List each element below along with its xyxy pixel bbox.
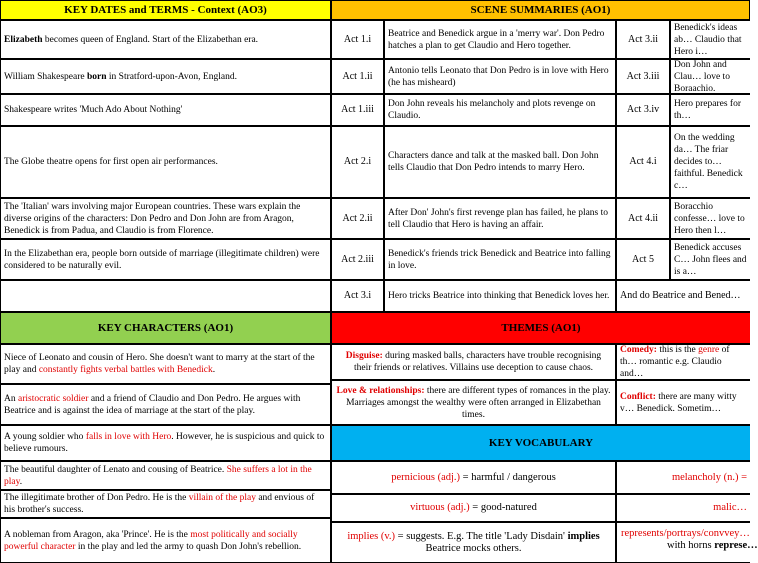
- scene-question: And do Beatrice and Bened…: [616, 280, 750, 312]
- scene-summary: Benedick's ideas ab… Claudio that Hero i…: [670, 20, 750, 59]
- scene-summary: Boracchio confesse… love to Hero then l…: [670, 198, 750, 239]
- scene-act-label: Act 4.i: [616, 126, 670, 198]
- scene-act-label: Act 2.i: [331, 126, 384, 198]
- theme-disguise: Disguise: during masked balls, characters have trouble recognising their friends or relatives. Villains use deception to cause chaos.: [331, 344, 616, 380]
- scene-summary: Characters dance and talk at the masked ball. Don John tells Claudio that Don Pedro intends to marry Hero.: [384, 126, 616, 198]
- scene-act-label: Act 1.ii: [331, 59, 384, 94]
- date-row-7: [0, 280, 331, 312]
- scene-summary: Benedick's friends trick Benedick and Beatrice into falling in love.: [384, 239, 616, 280]
- date-row-2: William Shakespeare born in Stratford-upon-Avon, England.: [0, 59, 331, 94]
- scene-summary: Don John and Clau… love to Boraachio.: [670, 59, 750, 94]
- theme-love-relationships: Love & relationships: there are different types of romances in the play. Marriages amongst the wealthy were often arranged in Elizabethan times.: [331, 380, 616, 425]
- vocab-melancholy: melancholy (n.) =: [616, 461, 750, 494]
- scene-act-label: Act 4.ii: [616, 198, 670, 239]
- scene-summary: Benedick accuses C… John flees and is a…: [670, 239, 750, 280]
- scene-act-label: Act 3.iii: [616, 59, 670, 94]
- scene-act-label: Act 3.iv: [616, 94, 670, 126]
- themes-header: THEMES (AO1): [331, 312, 750, 344]
- scene-act-label: Act 2.ii: [331, 198, 384, 239]
- scene-summaries-header: SCENE SUMMARIES (AO1): [331, 0, 750, 20]
- character-description: A young soldier who falls in love with Hero. However, he is suspicious and quick to believe rumours.: [0, 425, 331, 461]
- scene-summary: On the wedding da… The friar decides to… faithful. Benedick c…: [670, 126, 750, 198]
- key-vocabulary-header: KEY VOCABULARY: [331, 425, 750, 461]
- theme-conflict: Conflict: there are many witty v… Benedick. Sometim…: [616, 380, 750, 425]
- date-row-5: The 'Italian' wars involving major European countries. These wars explain the diverse origins of the characters: Don Pedro and Don John are from Aragon, Benedick is from Padua, and Claudio is from Florence.: [0, 198, 331, 239]
- character-description: An aristocratic soldier and a friend of Claudio and Don Pedro. He argues with Beatrice and is against the idea of marriage at the start of the play.: [0, 384, 331, 425]
- scene-summary: Beatrice and Benedick argue in a 'merry war'. Don Pedro hatches a plan to get Claudio and Hero together.: [384, 20, 616, 59]
- scene-summary: After Don' John's first revenge plan has failed, he plans to tell Claudio that Hero is having an affair.: [384, 198, 616, 239]
- key-characters-header: KEY CHARACTERS (AO1): [0, 312, 331, 344]
- vocab-malicious: malic…: [616, 494, 750, 522]
- scene-summary: Antonio tells Leonato that Don Pedro is in love with Hero (he has misheard): [384, 59, 616, 94]
- date-row-6: In the Elizabethan era, people born outside of marriage (illegitimate children) were considered to be naturally evil.: [0, 239, 331, 280]
- character-description: The illegitimate brother of Don Pedro. He is the villain of the play and envious of his brother's success.: [0, 490, 331, 518]
- vocab-represents: represents/portrays/convvey… with horns represe…: [616, 522, 750, 563]
- scene-act-label: Act 3.ii: [616, 20, 670, 59]
- scene-act-label: Act 2.iii: [331, 239, 384, 280]
- scene-act-label: Act 3.i: [331, 280, 384, 312]
- vocab-virtuous: virtuous (adj.) = good-natured: [331, 494, 616, 522]
- date-row-1: Elizabeth becomes queen of England. Start of the Elizabethan era.: [0, 20, 331, 59]
- character-description: A nobleman from Aragon, aka 'Prince'. He is the most politically and socially powerful character in the play and led the army to quash Don John's rebellion.: [0, 518, 331, 563]
- scene-summary: Don John reveals his melancholy and plots revenge on Claudio.: [384, 94, 616, 126]
- character-description: Niece of Leonato and cousin of Hero. She doesn't want to marry at the start of the play and constantly fights verbal battles with Benedick.: [0, 344, 331, 384]
- scene-act-label: Act 1.iii: [331, 94, 384, 126]
- character-description: The beautiful daughter of Lenato and cousing of Beatrice. She suffers a lot in the play.: [0, 461, 331, 490]
- date-row-3: Shakespeare writes 'Much Ado About Nothing': [0, 94, 331, 126]
- key-dates-header: KEY DATES and TERMS - Context (AO3): [0, 0, 331, 20]
- scene-summary: Hero prepares for th…: [670, 94, 750, 126]
- scene-act-label: Act 1.i: [331, 20, 384, 59]
- vocab-pernicious: pernicious (adj.) = harmful / dangerous: [331, 461, 616, 494]
- vocab-implies: implies (v.) = suggests. E.g. The title 'Lady Disdain' implies Beatrice mocks others.: [331, 522, 616, 563]
- scene-summary: Hero tricks Beatrice into thinking that Benedick loves her.: [384, 280, 616, 312]
- date-row-4: The Globe theatre opens for first open air performances.: [0, 126, 331, 198]
- scene-act-label: Act 5: [616, 239, 670, 280]
- theme-comedy: Comedy: this is the genre of th… romantic e.g. Claudio and…: [616, 344, 750, 380]
